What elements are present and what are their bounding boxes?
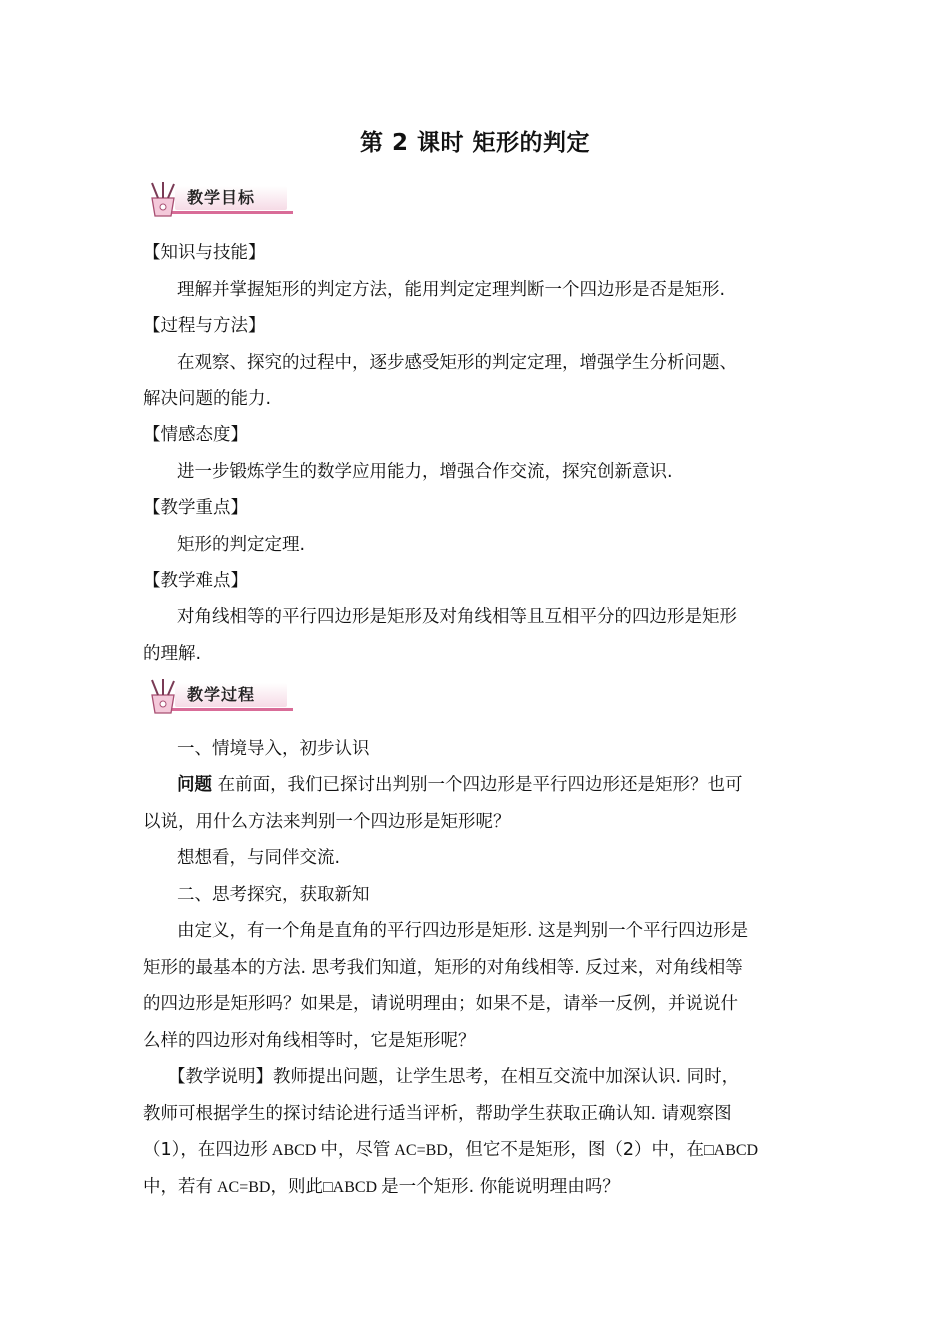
banner-underline (169, 708, 293, 711)
page-title: 第 2 课时 矩形的判定 (359, 130, 591, 156)
text-line: 进一步锻炼学生的数学应用能力，增强合作交流，探究创新意识. (177, 462, 673, 482)
heading-process-method: 【过程与方法】 (143, 316, 266, 336)
math-span: AC=BD (213, 1179, 271, 1196)
text-line: 理解并掌握矩形的判定方法，能用判定定理判断一个四边形是否是矩形. (177, 280, 726, 300)
text-line: 以说，用什么方法来判别一个四边形是矩形呢？ (143, 812, 511, 832)
text-span: 中，若有 (143, 1177, 213, 1197)
text-line: 解决问题的能力. (143, 389, 272, 409)
text-span: （1），在四边形 (143, 1140, 268, 1160)
text-span: ，但它不是矩形，图（2）中，在 (447, 1140, 704, 1160)
math-span: ABCD (267, 1142, 321, 1159)
text-line (143, 1138, 758, 1163)
text-line (143, 1175, 620, 1200)
math-span: □ABCD (703, 1142, 759, 1159)
banner-label: 教学过程 (187, 685, 256, 704)
text-span: ，则此 (270, 1177, 323, 1197)
heading-key-points: 【教学重点】 (143, 498, 248, 518)
text-line: 矩形的判定定理. (177, 535, 306, 555)
text-line: 的理解. (143, 644, 202, 664)
banner-label: 教学目标 (187, 188, 256, 207)
text-line (177, 773, 743, 797)
section-banner-goals (143, 180, 293, 220)
section-heading-explore: 二、思考探究，获取新知 (177, 885, 370, 905)
text-line: 矩形的最基本的方法. 思考我们知道，矩形的对角线相等. 反过来，对角线相等 (143, 958, 743, 978)
math-span: □ABCD (322, 1179, 382, 1196)
pencil-cup-icon (143, 180, 183, 220)
text-line: 教师可根据学生的探讨结论进行适当评析，帮助学生获取正确认知. 请观察图 (143, 1104, 732, 1124)
text-span: 在前面，我们已探讨出判别一个四边形是平行四边形还是矩形？也可 (212, 775, 743, 795)
heading-difficulties: 【教学难点】 (143, 571, 248, 591)
text-line: 的四边形是矩形吗？如果是，请说明理由；如果不是，请举一反例，并说说什 (143, 994, 738, 1014)
text-line: 对角线相等的平行四边形是矩形及对角线相等且互相平分的四边形是矩形 (177, 607, 737, 627)
text-line: 由定义，有一个角是直角的平行四边形是矩形. 这是判别一个平行四边形是 (177, 921, 749, 941)
heading-knowledge: 【知识与技能】 (143, 243, 266, 263)
banner-underline (169, 211, 293, 214)
text-line: 在观察、探究的过程中，逐步感受矩形的判定定理，增强学生分析问题、 (177, 353, 737, 373)
text-line: 么样的四边形对角线相等时，它是矩形呢？ (143, 1031, 476, 1051)
text-span: 中，尽管 (320, 1140, 391, 1160)
math-span: AC=BD (390, 1142, 448, 1159)
text-line: 想想看，与同伴交流. (177, 848, 341, 868)
pencil-cup-icon (143, 677, 183, 717)
question-label: 问题 (177, 775, 212, 795)
heading-attitude: 【情感态度】 (143, 425, 248, 445)
text-span: 是一个矩形. 你能说明理由吗？ (381, 1177, 620, 1197)
text-line: 【教学说明】教师提出问题，让学生思考，在相互交流中加深认识. 同时， (168, 1067, 740, 1087)
section-heading-intro: 一、情境导入，初步认识 (177, 739, 370, 759)
section-banner-process (143, 677, 293, 717)
